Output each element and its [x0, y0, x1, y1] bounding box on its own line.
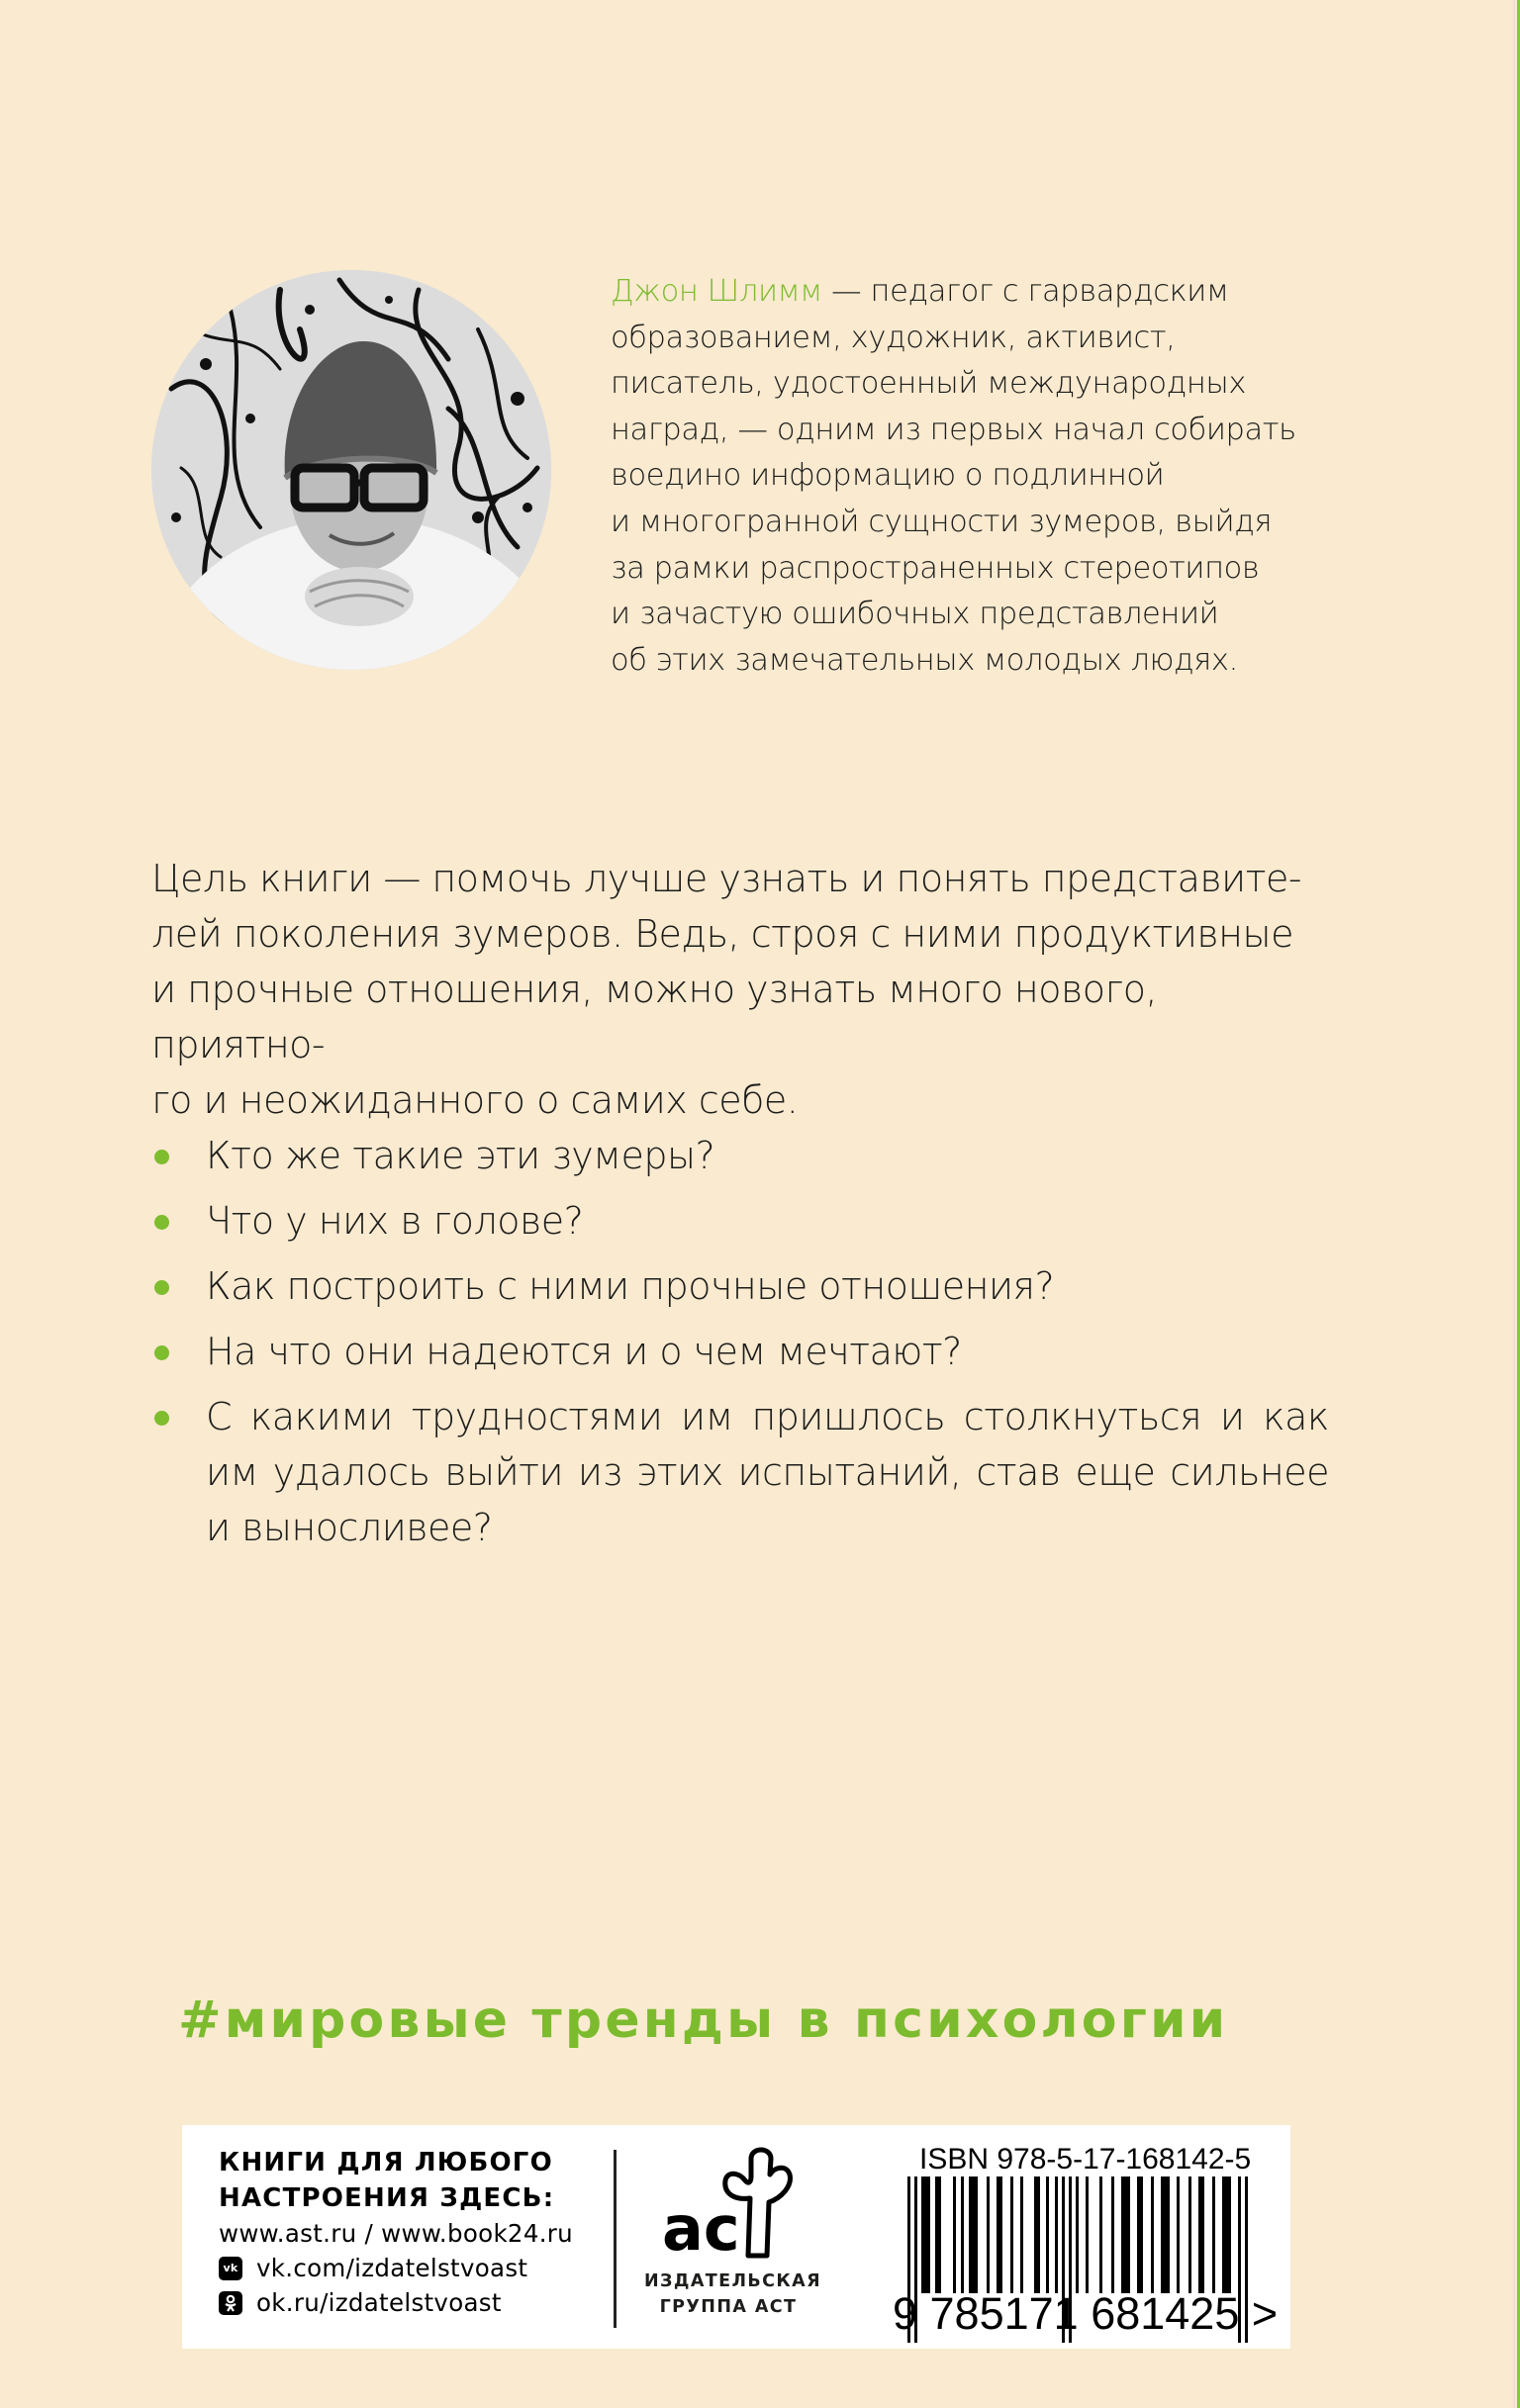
series-hashtag: #мировые тренды в психологии	[178, 1991, 1229, 2050]
publisher-name-line-1: ИЗДАТЕЛЬСКАЯ	[644, 2271, 821, 2291]
vk-link[interactable]: vk vk.com/izdatelstvoast	[219, 2251, 615, 2285]
edge-light-strip	[1513, 0, 1515, 2408]
book-description	[151, 851, 1329, 1128]
author-bio-line-8: и зачастую ошибочных представлений	[611, 597, 1219, 632]
author-bio-line-1: Джон Шлимм — педагог с гарвардским	[611, 274, 1229, 309]
svg-text:ас: ас	[662, 2192, 740, 2265]
ast-cactus-logo-icon	[654, 2139, 803, 2268]
publisher-name-line-2: ГРУППА АСТ	[659, 2297, 798, 2317]
bullet-dot-icon	[154, 1280, 169, 1295]
bullet-dot-icon	[154, 1345, 169, 1360]
list-item: На что они надеются и о чем мечтают?	[151, 1324, 1329, 1379]
ast-publisher-logo	[644, 2139, 821, 2337]
description-line-2: лей поколения зумеров. Ведь, строя с ними продуктивные	[151, 912, 1293, 956]
vertical-divider	[614, 2150, 617, 2328]
list-item: Как построить с ними прочные отношения?	[151, 1258, 1329, 1314]
description-line-1: Цель книги — помочь лучше узнать и понять представите-	[151, 857, 1302, 900]
author-bio-line-3: писатель, удостоенный международных	[611, 366, 1246, 402]
author-bio-line-9: об этих замечательных молодых людях.	[611, 642, 1238, 678]
vk-icon: vk	[219, 2257, 242, 2280]
info-heading-line-2: НАСТРОЕНИЯ ЗДЕСЬ:	[219, 2183, 555, 2213]
author-name: Джон Шлимм	[611, 274, 822, 309]
author-bio-line-5: воедино информацию о подлинной	[611, 458, 1165, 494]
author-bio	[611, 269, 1303, 684]
bullet-dot-icon	[154, 1411, 169, 1426]
author-photo	[151, 270, 551, 670]
author-bio-line-4: наград, — одним из первых начал собирать	[611, 412, 1296, 447]
question-list	[151, 1128, 1329, 1565]
list-item: С какими трудностями им пришлось столкнуться и как им удалось выйти из этих испытаний, став еще сильнее и выносливее?	[151, 1389, 1329, 1555]
publisher-info-box	[182, 2125, 1290, 2349]
info-heading-line-1: КНИГИ ДЛЯ ЛЮБОГО	[219, 2148, 553, 2177]
description-line-4: го и неожиданного о самих себе.	[151, 1078, 799, 1122]
author-bio-line-6: и многогранной сущности зумеров, выйдя	[611, 504, 1273, 539]
list-item: Кто же такие эти зумеры?	[151, 1128, 1329, 1183]
odnoklassniki-icon	[219, 2291, 242, 2315]
ok-link[interactable]: ok.ru/izdatelstvoast	[219, 2285, 615, 2320]
description-line-3: и прочные отношения, можно узнать много нового, приятно-	[151, 968, 1158, 1066]
list-item: Что у них в голове?	[151, 1193, 1329, 1249]
bullet-dot-icon	[154, 1215, 169, 1230]
website-links[interactable]: www.ast.ru / www.book24.ru	[219, 2219, 573, 2248]
barcode-digits: 9 785171 681425 >	[893, 2288, 1279, 2339]
bullet-dot-icon	[154, 1150, 169, 1164]
isbn-label: ISBN 978-5-17-168142-5	[919, 2143, 1252, 2176]
store-links	[219, 2145, 615, 2320]
author-bio-line-2: образованием, художник, активист,	[611, 320, 1176, 355]
author-bio-line-7: за рамки распространенных стереотипов	[611, 550, 1260, 586]
